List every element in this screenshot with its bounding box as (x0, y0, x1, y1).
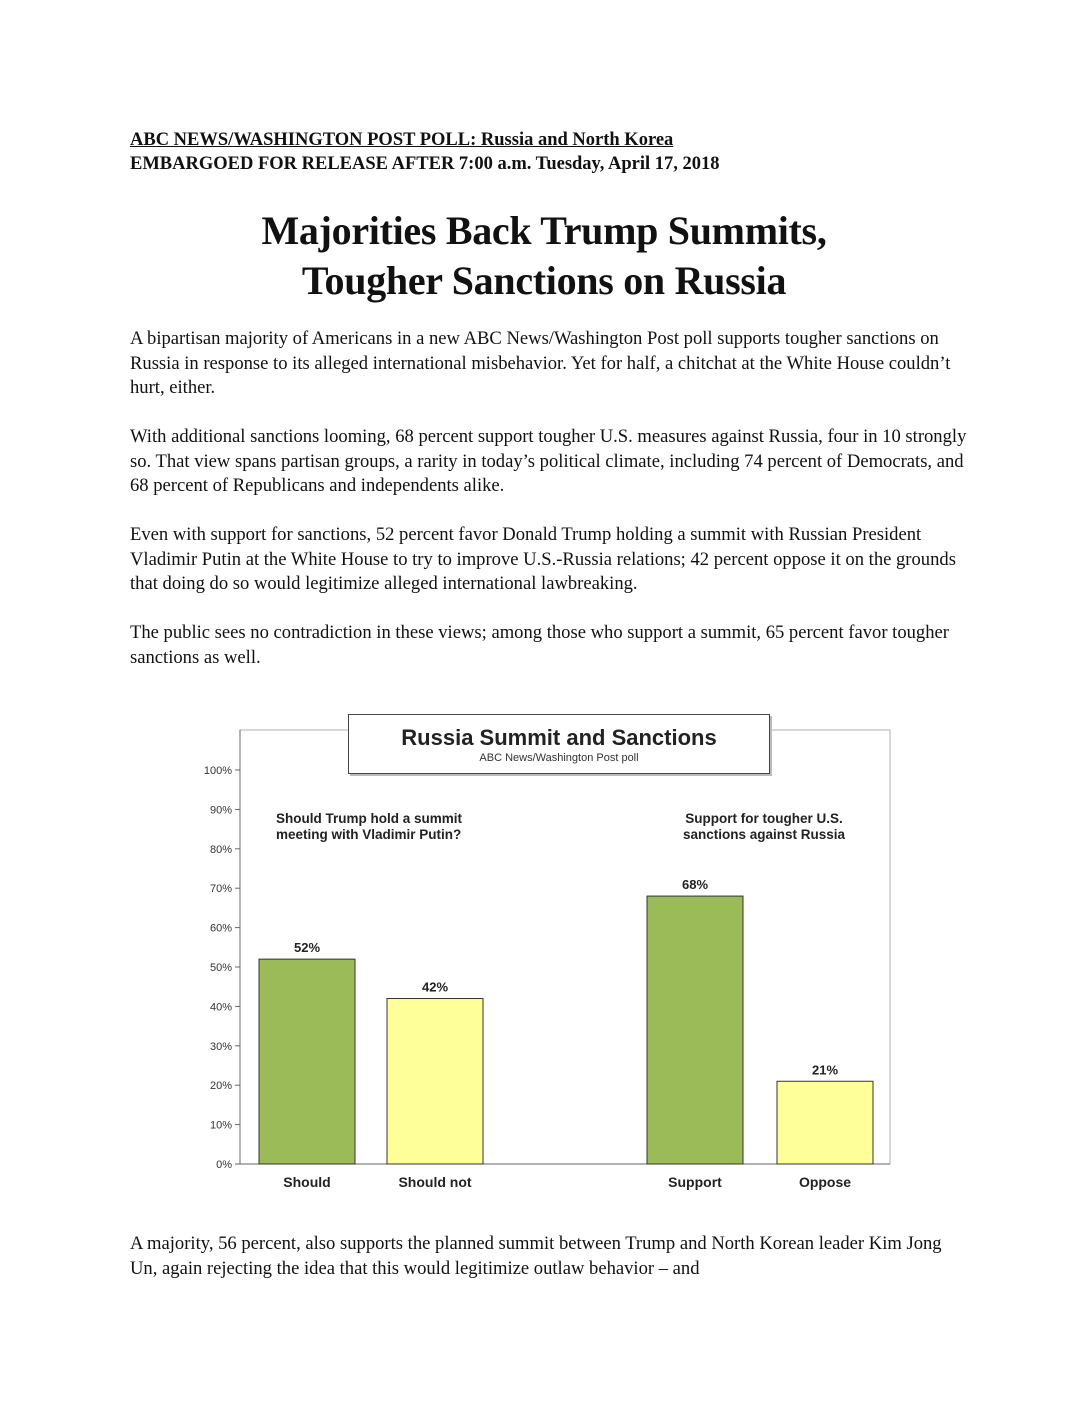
y-tick-label: 90% (209, 804, 232, 817)
category-label: Oppose (798, 1174, 852, 1190)
paragraph-3: Even with support for sanctions, 52 percent favor Donald Trump holding a summit with Russian President Vladimir Putin at the White House to try to improve U.S.-Russia relations; 42 percent oppose it on the grounds that doing do so would legitimize alleged international lawbreaking. (130, 524, 956, 594)
paragraph-5: A majority, 56 percent, also supports the planned summit between Trump and North Korean leader Kim Jong Un, again rejecting the idea that this would legitimize outlaw behavior – and (130, 1233, 942, 1279)
y-tick-label: 40% (209, 1001, 232, 1014)
paragraph-1: A bipartisan majority of Americans in a new ABC News/Washington Post poll supports tougher sanctions on Russia in response to its alleged international misbehavior. Yet for half, a chitchat at the White House couldn’t hurt, either. (130, 328, 951, 398)
annotation-summit: Should Trump hold a summit meeting with Vladimir Putin? (276, 811, 463, 842)
y-tick-label: 10% (209, 1119, 232, 1132)
bar (259, 959, 355, 1164)
headline-line-2: Tougher Sanctions on Russia (301, 258, 787, 303)
bar (777, 1081, 873, 1164)
y-tick-label: 20% (209, 1080, 232, 1093)
release-header (130, 128, 950, 176)
y-tick-label: 100% (203, 765, 232, 777)
paragraph-4: The public sees no contradiction in these views; among those who support a summit, 65 percent favor tougher sanctions as well. (130, 622, 949, 668)
bar (647, 896, 743, 1164)
bar (387, 999, 483, 1164)
data-label: 68% (681, 877, 709, 893)
annotation-sanctions: Support for tougher U.S. sanctions against Russia (682, 811, 846, 842)
category-label: Should not (398, 1174, 472, 1190)
chart-title: Russia Summit and Sanctions (401, 725, 717, 750)
chart-svg (180, 712, 900, 1202)
poll-title: ABC NEWS/WASHINGTON POST POLL: Russia and North Korea (130, 130, 674, 150)
y-tick-label: 30% (209, 1040, 232, 1053)
y-tick-label: 60% (209, 922, 232, 935)
data-label: 42% (421, 979, 449, 995)
y-tick-label: 70% (209, 883, 232, 896)
y-tick-label: 80% (209, 843, 232, 856)
category-label: Should (283, 1174, 331, 1190)
y-tick-label: 50% (209, 962, 232, 974)
embargo-line: EMBARGOED FOR RELEASE AFTER 7:00 a.m. Tuesday, April 17, 2018 (130, 154, 720, 174)
category-label: Support (668, 1174, 722, 1190)
paragraph-2: With additional sanctions looming, 68 percent support tougher U.S. measures against Russia, four in 10 strongly so. That view spans partisan groups, a rarity in today’s political climate, including 74 percent of Democrats, and 68 percent of Republicans and independents alike. (130, 426, 967, 496)
chart (180, 712, 900, 1202)
data-label: 52% (293, 940, 321, 956)
data-label: 21% (811, 1062, 839, 1078)
headline-line-1: Majorities Back Trump Summits, (261, 208, 827, 253)
chart-title-box (348, 714, 770, 774)
chart-subtitle: ABC News/Washington Post poll (479, 752, 639, 764)
y-tick-label: 0% (216, 1159, 232, 1171)
headline (100, 206, 988, 306)
